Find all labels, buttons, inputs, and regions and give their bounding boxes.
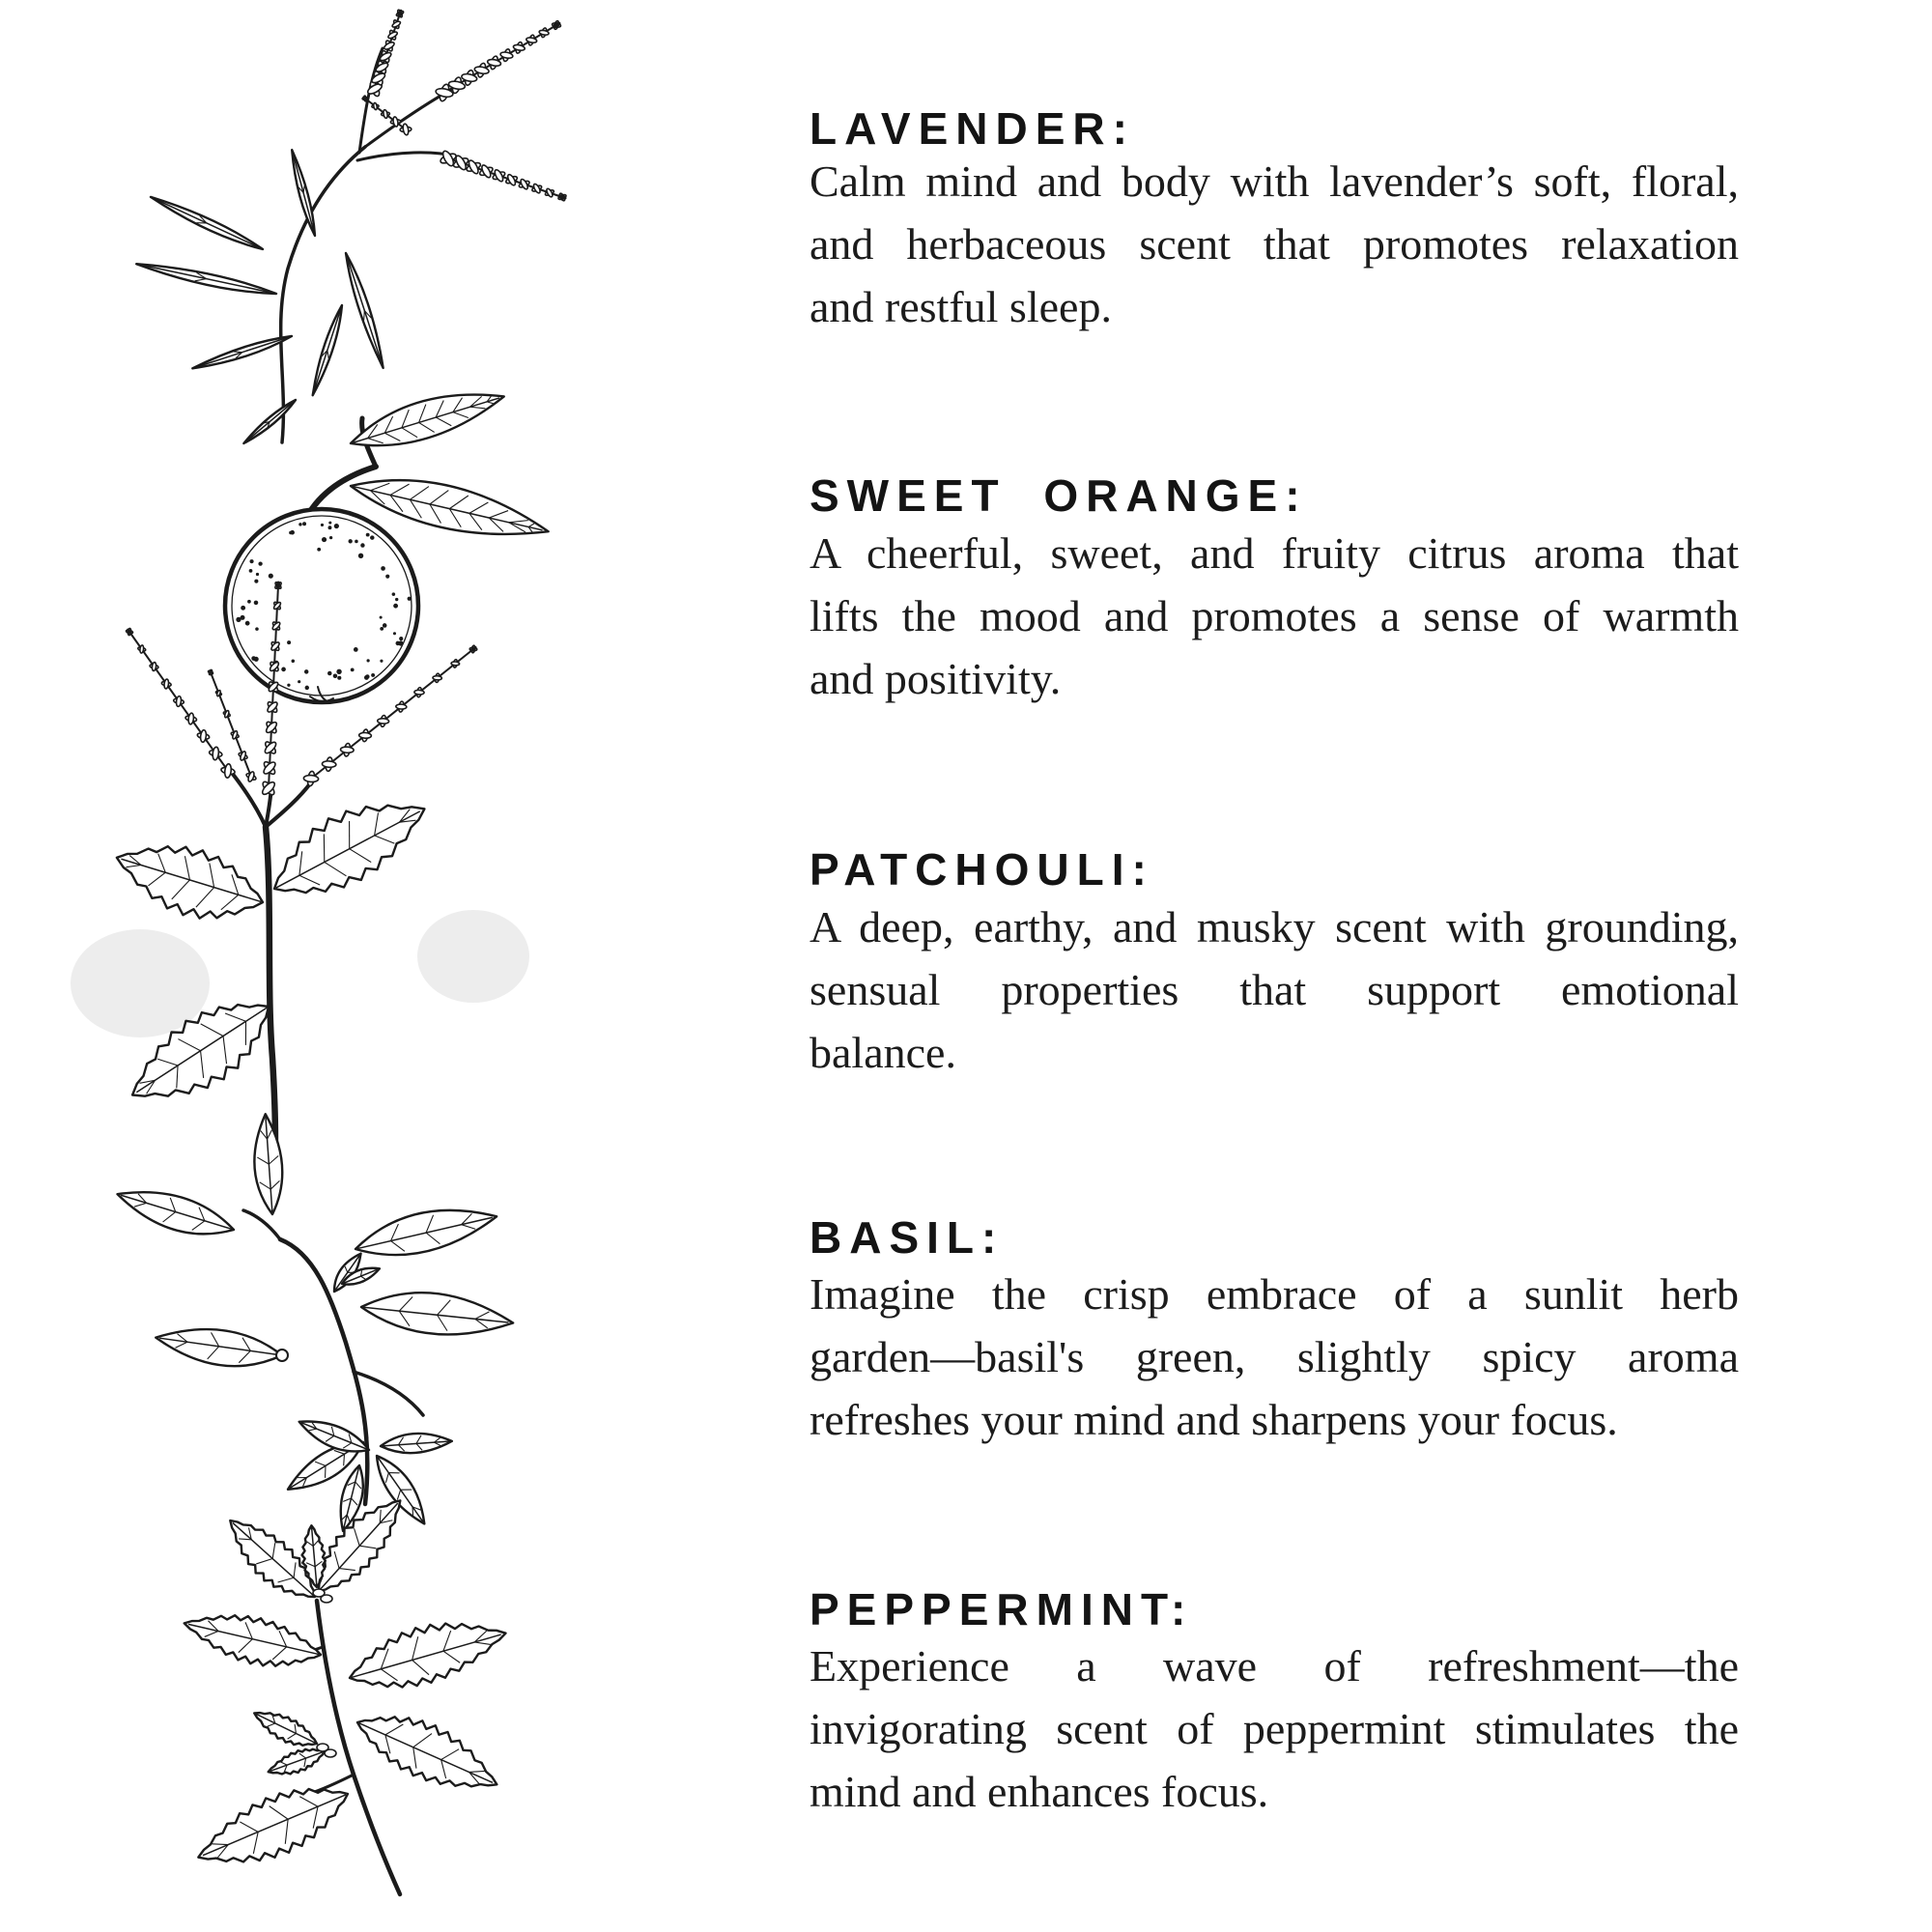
body-line: refreshes your mind and sharpens your focus. — [810, 1395, 1618, 1444]
body-line: mind and enhances focus. — [810, 1767, 1269, 1816]
body-line: and herbaceous scent that promotes relaxation — [810, 219, 1739, 269]
body-line: A deep, earthy, and musky scent with grounding, — [810, 902, 1739, 952]
body-line: lifts the mood and promotes a sense of warmth — [810, 591, 1739, 640]
section-heading-basil: BASIL: — [810, 1212, 1005, 1263]
body-line: A cheerful, sweet, and fruity citrus aroma that — [810, 528, 1739, 578]
section-heading-sweet-orange: SWEET ORANGE: — [810, 470, 1308, 521]
body-line: and restful sleep. — [810, 282, 1112, 331]
body-line: Experience a wave of refreshment—the — [810, 1641, 1739, 1690]
body-line: and positivity. — [810, 654, 1062, 703]
body-line: Calm mind and body with lavender’s soft, floral, — [810, 156, 1739, 206]
section-heading-peppermint: PEPPERMINT: — [810, 1584, 1194, 1634]
basil-sprig-illustration — [135, 1183, 483, 1517]
body-line: sensual properties that support emotional — [810, 965, 1739, 1014]
body-line: garden—basil's green, slightly spicy aroma — [810, 1332, 1739, 1381]
body-line: invigorating scent of peppermint stimulates the — [810, 1704, 1739, 1753]
section-heading-lavender: LAVENDER: — [810, 103, 1135, 154]
peppermint-sprig-illustration — [126, 1512, 478, 1898]
body-line: Imagine the crisp embrace of a sunlit herb — [810, 1269, 1739, 1319]
lavender-sprig-illustration — [116, 6, 580, 444]
body-line: balance. — [810, 1028, 956, 1077]
section-heading-patchouli: PATCHOULI: — [810, 844, 1154, 895]
patchouli-plant-illustration — [68, 570, 522, 1169]
